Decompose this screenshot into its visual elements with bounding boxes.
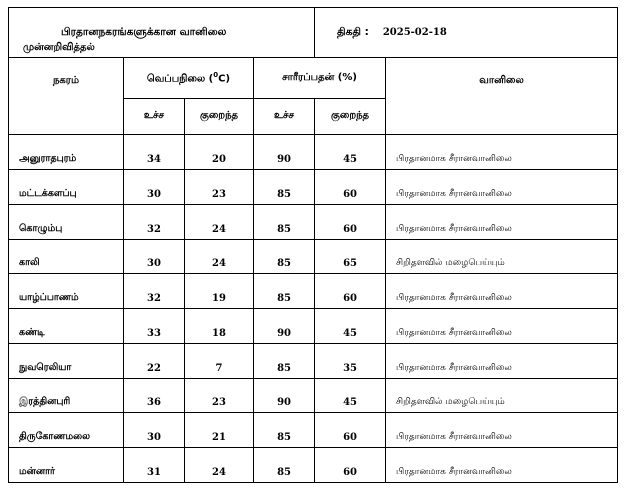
title-line-1: பிரதானநகரங்களுக்கான வானிலை [61, 26, 227, 38]
table-row [9, 134, 618, 169]
hum-max-cell: 85 [254, 413, 315, 448]
date-cell [315, 8, 618, 58]
table-row [9, 204, 618, 239]
temperature-header: வெப்பநிலை ($^0$C) [124, 58, 254, 98]
hum-max-cell: 85 [254, 343, 315, 378]
title-cell [9, 8, 315, 58]
weather-cell: பிரதானமாக சீரானவானிலை [386, 309, 618, 344]
title-row [9, 8, 618, 58]
hum-max-cell: 85 [254, 274, 315, 309]
hum-min-cell: 35 [315, 343, 386, 378]
temp-max-cell: 30 [124, 170, 185, 205]
temp-min-cell: 19 [185, 274, 254, 309]
temp-min-cell: 24 [185, 204, 254, 239]
forecast-table [8, 7, 618, 483]
table-row [9, 274, 618, 309]
temp-max-cell: 34 [124, 134, 185, 169]
hum-max-cell: 90 [254, 378, 315, 413]
weather-cell: பிரதானமாக சீரானவானிலை [386, 343, 618, 378]
temp-max-cell: 36 [124, 378, 185, 413]
temp-max-cell: 32 [124, 204, 185, 239]
hum-max-cell: 85 [254, 170, 315, 205]
city-cell: அனுராதபுரம் [9, 134, 124, 169]
weather-cell: பிரதானமாக சீரானவானிலை [386, 204, 618, 239]
temp-min-cell: 24 [185, 448, 254, 483]
temp-min-cell: 7 [185, 343, 254, 378]
temp-max-cell: 30 [124, 239, 185, 274]
city-cell: காலி [9, 239, 124, 274]
weather-cell: பிரதானமாக சீரானவானிலை [386, 170, 618, 205]
header-row-1 [9, 58, 618, 98]
city-header: நகரம் [9, 58, 124, 135]
city-cell: யாழ்ப்பாணம் [9, 274, 124, 309]
city-cell: கொழும்பு [9, 204, 124, 239]
hum-max-cell: 85 [254, 239, 315, 274]
temp-max-cell: 31 [124, 448, 185, 483]
temp-min-cell: 21 [185, 413, 254, 448]
temp-min-cell: 24 [185, 239, 254, 274]
temp-max-cell: 30 [124, 413, 185, 448]
temp-min-cell: 23 [185, 378, 254, 413]
weather-cell: பிரதானமாக சீரானவானிலை [386, 413, 618, 448]
hum-max-header: உச்ச [254, 98, 315, 134]
hum-min-cell: 60 [315, 274, 386, 309]
weather-cell: பிரதானமாக சீரானவானிலை [386, 274, 618, 309]
temp-min-header: குறைந்த [185, 98, 254, 134]
hum-max-cell: 90 [254, 309, 315, 344]
weather-header: வானிலை [386, 58, 618, 135]
city-cell: கண்டி [9, 309, 124, 344]
hum-max-cell: 85 [254, 448, 315, 483]
temp-min-cell: 23 [185, 170, 254, 205]
hum-min-cell: 45 [315, 309, 386, 344]
temp-max-cell: 22 [124, 343, 185, 378]
humidity-header: சாரீரப்பதன் (%) [254, 58, 386, 98]
temp-min-cell: 20 [185, 134, 254, 169]
city-cell: திருகோணமலை [9, 413, 124, 448]
city-cell: இரத்தினபுரி [9, 378, 124, 413]
table-row [9, 413, 618, 448]
hum-max-cell: 85 [254, 204, 315, 239]
weather-cell: சிறிதளவில் மழைபெய்யும் [386, 239, 618, 274]
date-value: 2025-02-18 [382, 27, 447, 38]
temp-max-cell: 33 [124, 309, 185, 344]
hum-min-cell: 45 [315, 378, 386, 413]
hum-min-cell: 60 [315, 448, 386, 483]
date-label: திகதி : [337, 26, 369, 38]
hum-min-cell: 60 [315, 204, 386, 239]
table-row [9, 378, 618, 413]
city-cell: மட்டக்களப்பு [9, 170, 124, 205]
hum-min-header: குறைந்த [315, 98, 386, 134]
table-row [9, 239, 618, 274]
weather-cell: சிறிதளவில் மழைபெய்யும் [386, 378, 618, 413]
hum-max-cell: 90 [254, 134, 315, 169]
table-row [9, 309, 618, 344]
weather-cell: பிரதானமாக சீரானவானிலை [386, 448, 618, 483]
city-cell: நுவரெலியா [9, 343, 124, 378]
hum-min-cell: 60 [315, 413, 386, 448]
table-row [9, 343, 618, 378]
temp-max-cell: 32 [124, 274, 185, 309]
table-row [9, 170, 618, 205]
city-cell: மன்னார் [9, 448, 124, 483]
weather-cell: பிரதானமாக சீரானவானிலை [386, 134, 618, 169]
hum-min-cell: 60 [315, 170, 386, 205]
hum-min-cell: 65 [315, 239, 386, 274]
title-line-2: முன்னறிவித்தல் [23, 42, 95, 53]
hum-min-cell: 45 [315, 134, 386, 169]
temp-min-cell: 18 [185, 309, 254, 344]
temp-max-header: உச்ச [124, 98, 185, 134]
table-row [9, 448, 618, 483]
